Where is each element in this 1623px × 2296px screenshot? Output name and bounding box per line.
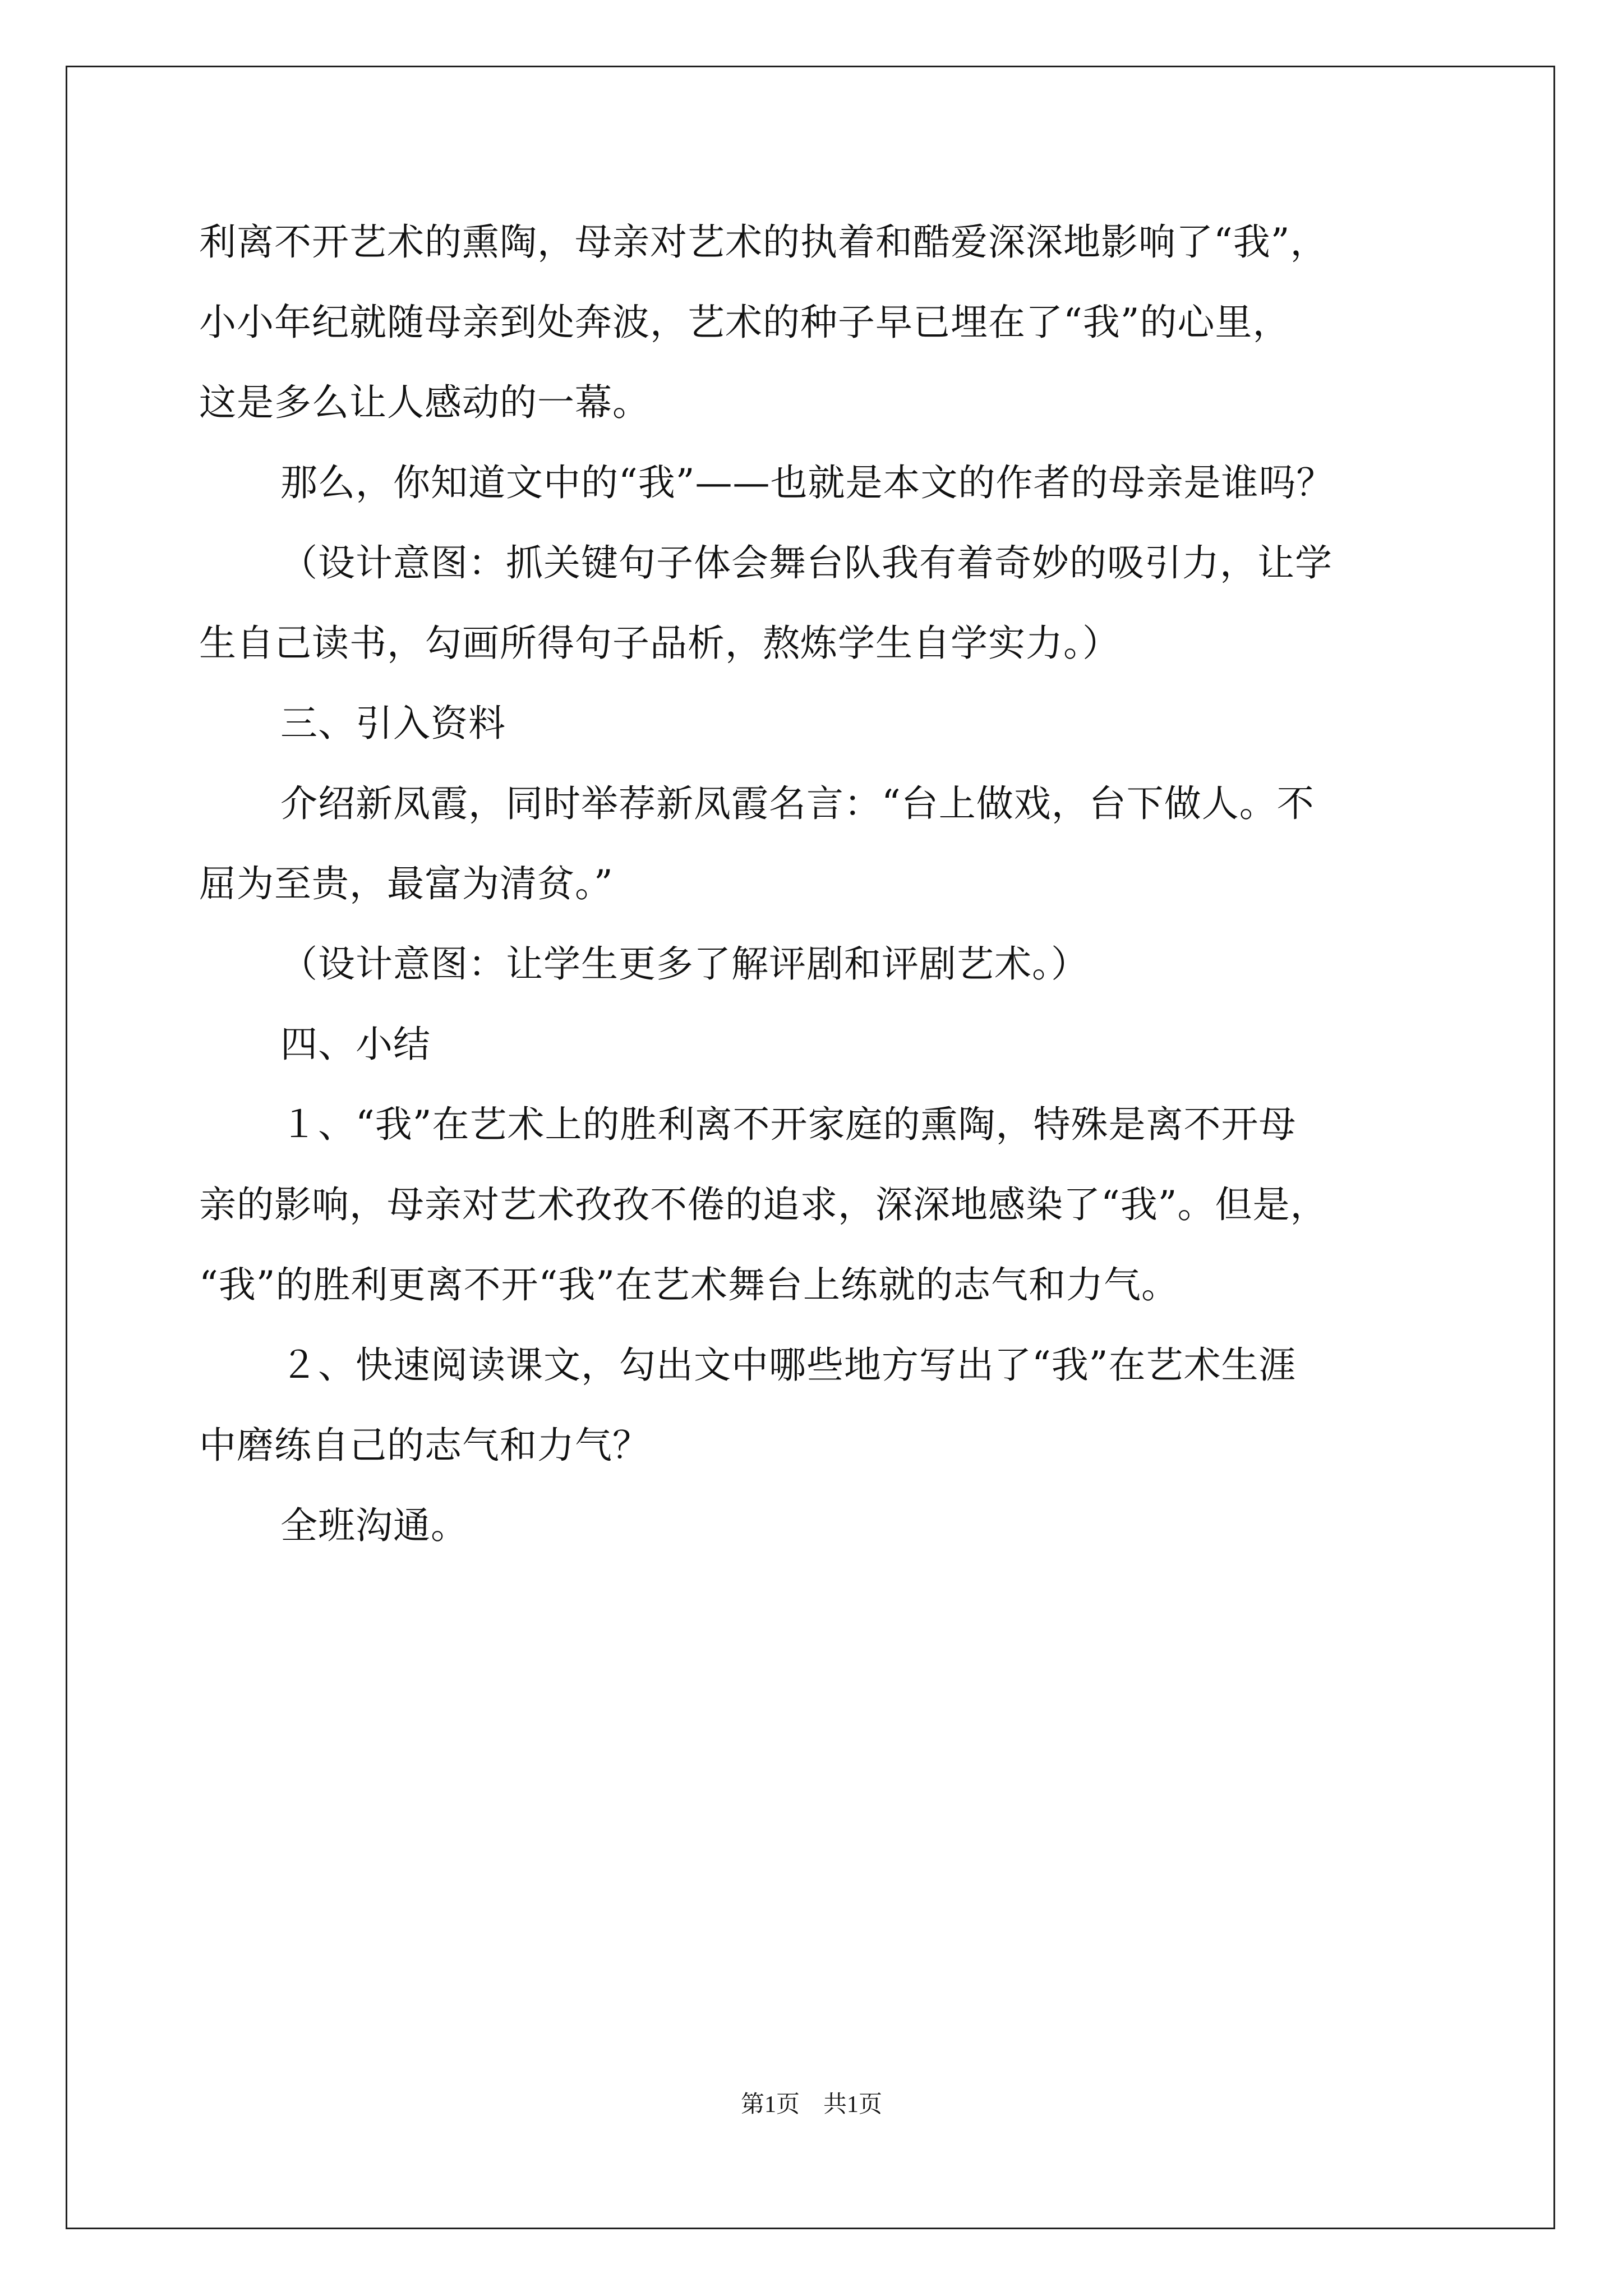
text-line-14: “我”的胜利更离不开“我”在艺术舞台上练就的志气和力气。 <box>199 1263 1179 1306</box>
page-number-footer: 第1页 共1页 <box>740 2092 882 2118</box>
text-line-4: 那么，你知道文中的“我”——也就是本文的作者的母亲是谁吗？ <box>280 461 1334 504</box>
text-line-15: ２、快速阅读课文，勾出文中哪些地方写出了“我”在艺术生涯 <box>280 1343 1297 1387</box>
text-line-8: 介绍新凤霞，同时举荐新凤霞名言：“台上做戏，台下做人。不 <box>280 782 1315 825</box>
text-line-6: 生自己读书，勾画所得句子品析，熬炼学生自学实力。） <box>199 622 1120 665</box>
text-line-16: 中磨练自己的志气和力气？ <box>199 1424 650 1467</box>
text-line-1: 利离不开艺术的熏陶，母亲对艺术的执着和酷爱深深地影响了“我”， <box>199 220 1328 264</box>
text-line-12: １、“我”在艺术上的胜利离不开家庭的熏陶，特殊是离不开母 <box>280 1103 1297 1146</box>
section-heading-4: 四、小结 <box>280 1023 431 1066</box>
text-line-3: 这是多么让人感动的一幕。 <box>199 381 650 424</box>
document-body <box>199 202 1433 1566</box>
text-line-2: 小小年纪就随母亲到处奔波，艺术的种子早已埋在了“我”的心里， <box>199 301 1290 344</box>
text-line-5: （设计意图：抓关键句子体会舞台队我有着奇妙的吸引力，让学 <box>280 541 1332 585</box>
section-heading-3: 三、引入资料 <box>280 702 506 745</box>
text-line-13: 亲的影响，母亲对艺术孜孜不倦的追求，深深地感染了“我”。但是， <box>199 1183 1328 1226</box>
text-line-9: 屈为至贵，最富为清贫。” <box>199 862 614 905</box>
text-line-10: （设计意图：让学生更多了解评剧和评剧艺术。） <box>280 942 1089 986</box>
text-line-17: 全班沟通。 <box>280 1504 468 1547</box>
